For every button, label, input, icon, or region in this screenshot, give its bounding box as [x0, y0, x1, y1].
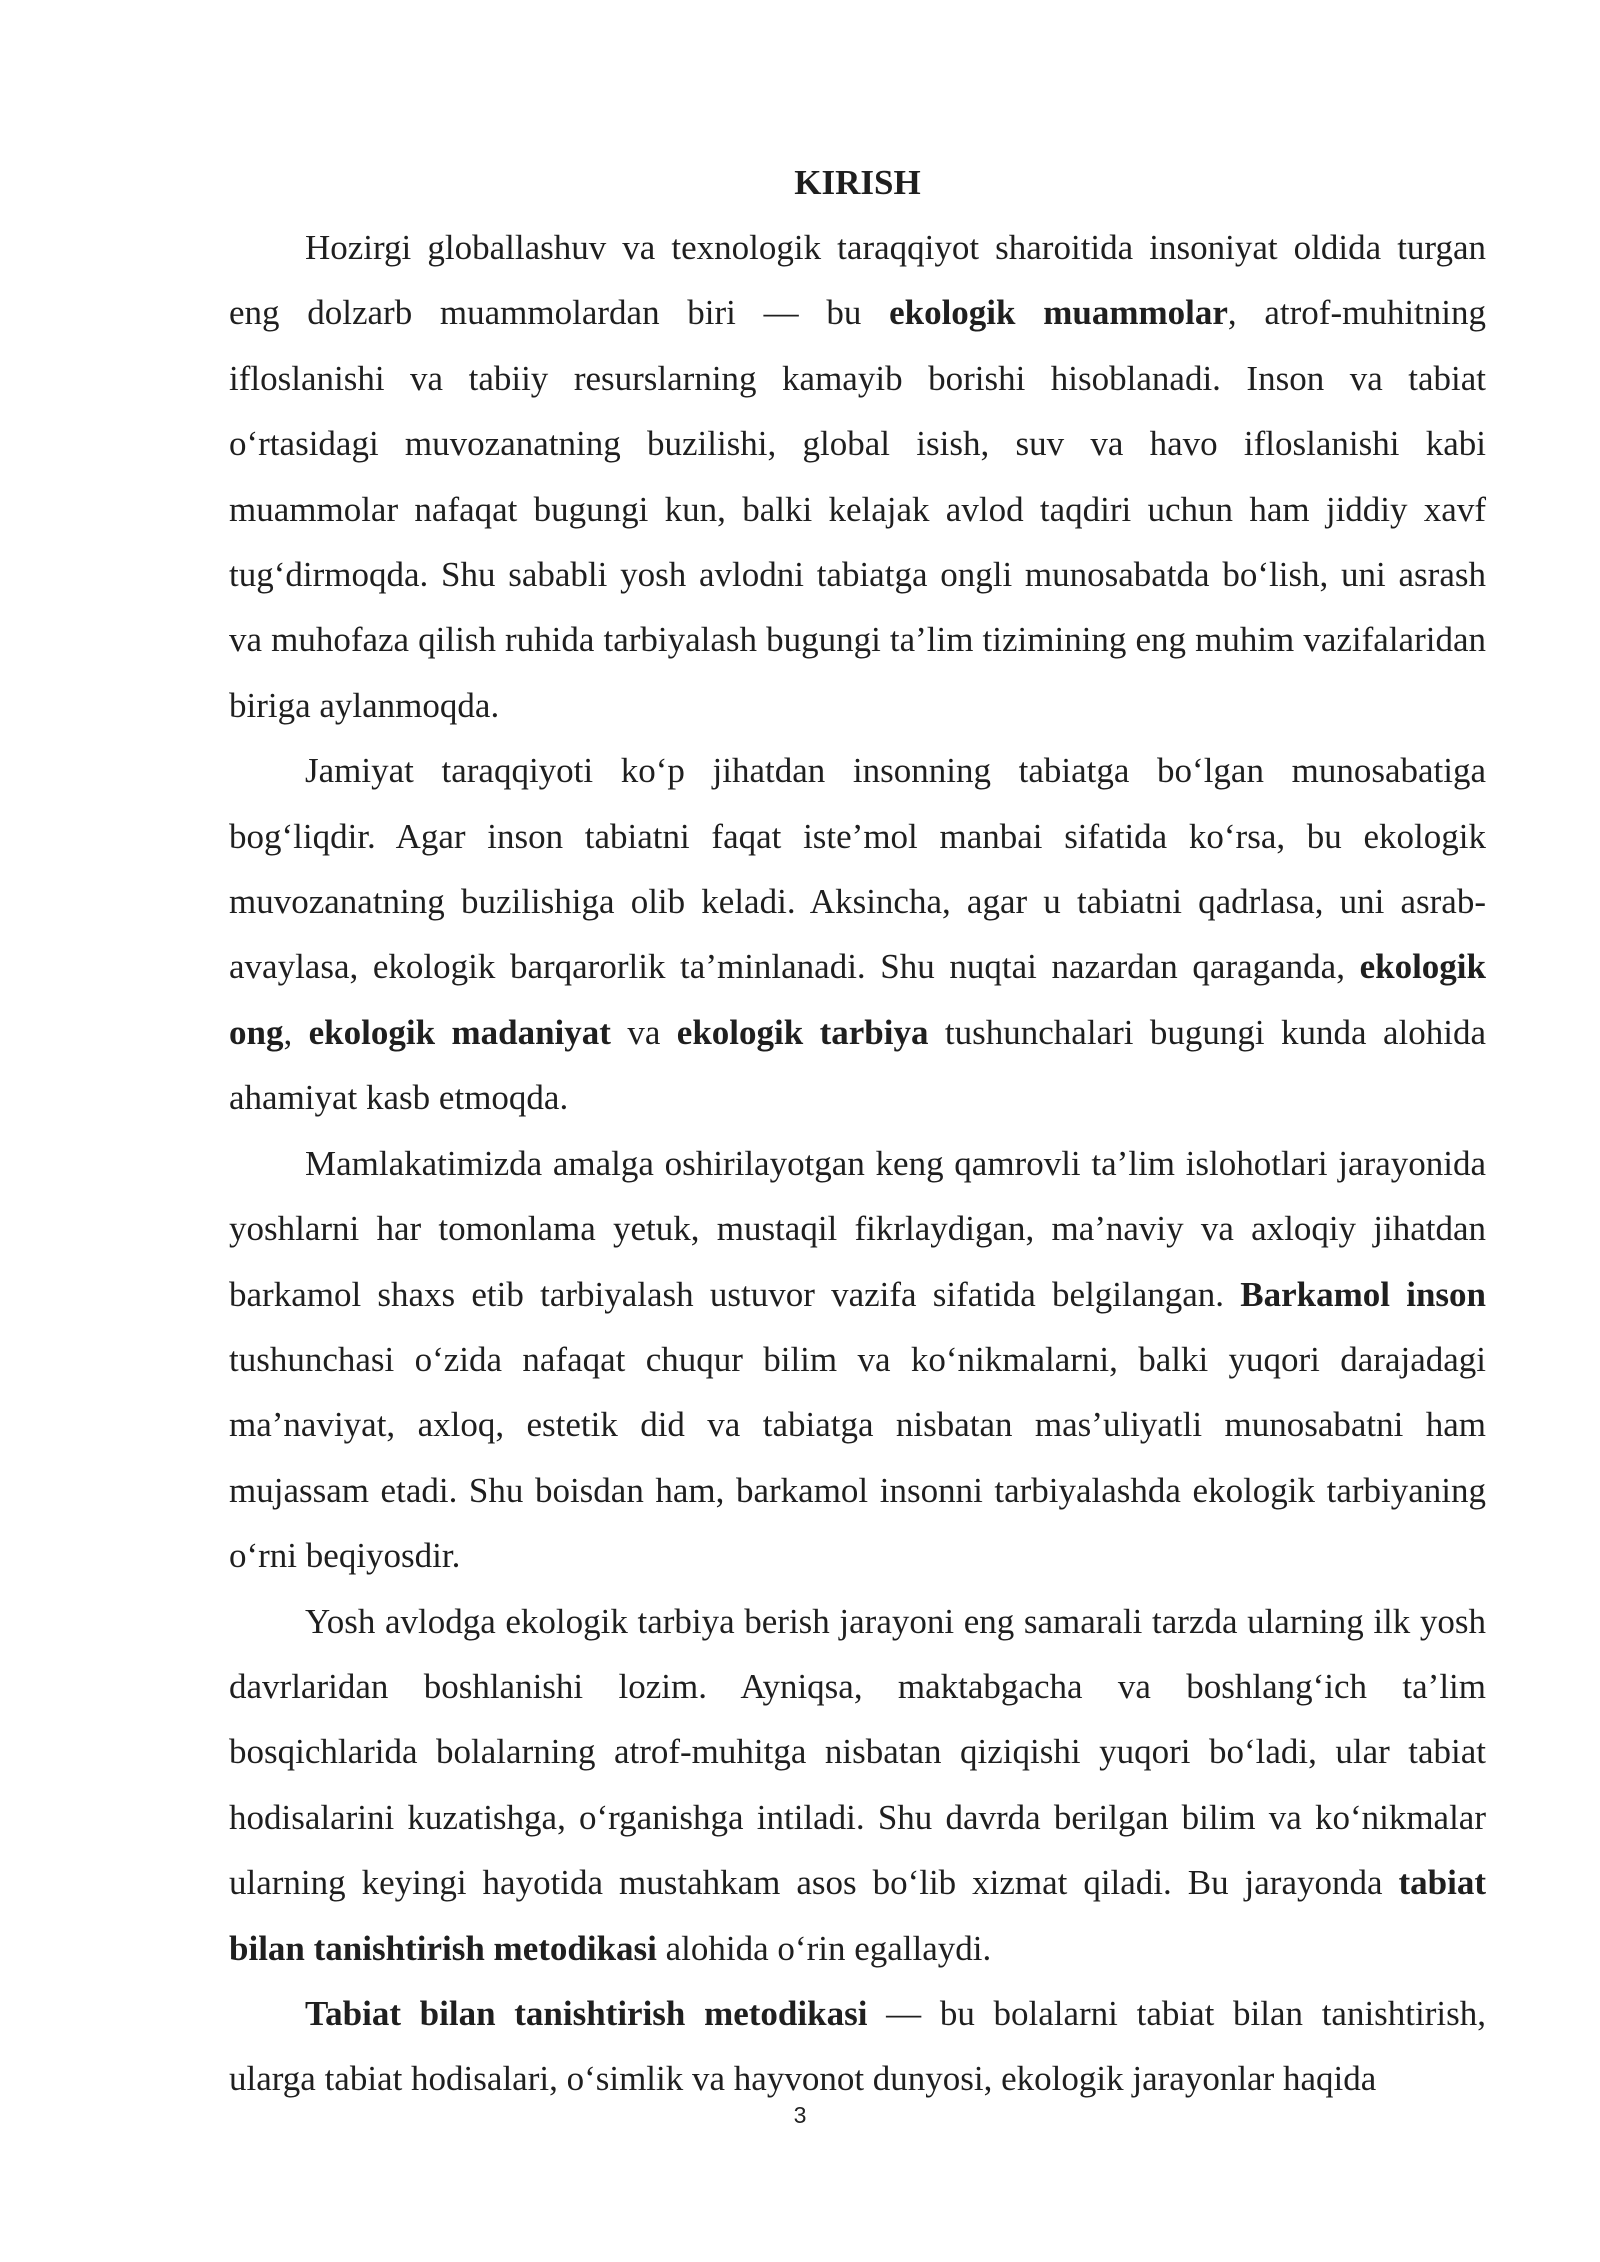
text-run: Jamiyat taraqqiyoti ko‘p jihatdan insonning tabiatga bo‘lgan munosabatiga bog‘liqdir. Agar inson tabiatni faqat iste’mol manbai sifatida ko‘rsa, bu ekologik muvozanatning buzilishiga olib keladi. Aksincha, agar u tabiatni qadrlasa, uni asrab-avaylasa, ekologik barqarorlik ta’minlanadi. Shu nuqtai nazardan qaraganda,: [229, 751, 1486, 987]
page-title: KIRISH: [794, 163, 921, 202]
bold-term: Barkamol inson: [1240, 1274, 1487, 1314]
text-run: — bu bolalarni tabiat bilan tanishtirish, ularga tabiat hodisalari, o‘simlik va hayvonot dunyosi, ekologik jarayonlar haqida: [229, 1993, 1486, 2099]
text-run: , atrof-muhitning ifloslanishi va tabiiy resurslarning kamayib borishi hisoblanadi. Inson va tabiat o‘rtasidagi muvozanatning buzilishi, global isish, suv va havo ifloslanishi kabi muammolar nafaqat bugungi kun, balki kelajak avlod taqdiri uchun ham jiddiy xavf tug‘dirmoqda. Shu sababli yosh avlodni tabiatga ongli munosabatda bo‘lish, uni asrash va muhofaza qilish ruhida tarbiyalash bugungi ta’lim tizimining eng muhim vazifalaridan biriga aylanmoqda.: [229, 293, 1486, 725]
bold-term: ekologik muammolar: [889, 293, 1228, 333]
text-run: tushunchasi o‘zida nafaqat chuqur bilim va ko‘nikmalarni, balki yuqori darajadagi ma’naviyat, axloq, estetik did va tabiatga nisbatan mas’uliyatli munosabatni ham mujassam etadi. Shu boisdan ham, barkamol insonni tarbiyalashda ekologik tarbiyaning o‘rni beqiyosdir.: [229, 1339, 1486, 1576]
page-content: [229, 150, 1486, 2112]
paragraph-intro: [229, 215, 1486, 738]
bold-term: ekologik ong: [229, 947, 1486, 1052]
text-run: Mamlakatimizda amalga oshirilayotgan keng qamrovli ta’lim islohotlari jarayonida yoshlarni har tomonlama yetuk, mustaqil fikrlaydigan, ma’naviy va axloqiy jihatdan barkamol shaxs etib tarbiyalash ustuvor vazifa sifatida belgilangan.: [229, 1143, 1486, 1314]
text-run: Hozirgi globallashuv va texnologik taraqqiyot sharoitida insoniyat oldida turgan eng dolzarb muammolardan biri — bu: [229, 228, 1486, 333]
text-run: Yosh avlodga ekologik tarbiya berish jarayoni eng samarali tarzda ularning ilk yosh davrlaridan boshlanishi lozim. Ayniqsa, maktabgacha va boshlang‘ich ta’lim bosqichlarida bolalarning atrof-muhitga nisbatan qiziqishi yuqori bo‘ladi, ular tabiat hodisalarini kuzatishga, o‘rganishga intiladi. Shu davrda berilgan bilim va ko‘nikmalar ularning keyingi hayotida mustahkam asos bo‘lib xizmat qiladi. Bu jarayonda: [229, 1601, 1486, 1903]
bold-term: ekologik madaniyat: [308, 1012, 611, 1052]
paragraph-methodology: [229, 1981, 1486, 2112]
bold-term: ekologik tarbiya: [676, 1012, 929, 1052]
text-run: alohida o‘rin egallaydi.: [656, 1928, 992, 1968]
text-run: ,: [283, 1012, 309, 1052]
bold-term: Tabiat bilan tanishtirish metodikasi: [305, 1993, 868, 2033]
bold-term: tabiat bilan tanishtirish metodikasi: [229, 1863, 1486, 1968]
paragraph-reforms: [229, 1131, 1486, 1589]
text-run: va: [610, 1012, 677, 1052]
paragraph-society: [229, 738, 1486, 1130]
text-run: tushunchalari bugungi kunda alohida ahamiyat kasb etmoqda.: [229, 1012, 1486, 1118]
page-number: 3: [793, 2102, 807, 2128]
paragraph-youth: [229, 1589, 1486, 1981]
